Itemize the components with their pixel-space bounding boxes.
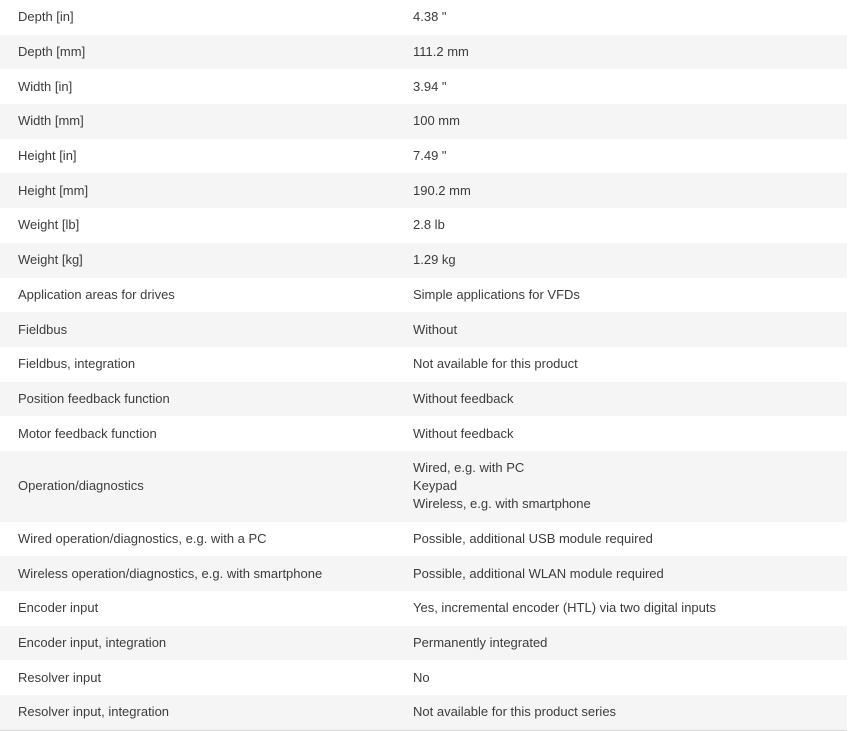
- spec-value: [413, 382, 847, 417]
- spec-value: [413, 104, 847, 139]
- spec-value-line: Not available for this product: [413, 356, 578, 372]
- spec-value: [413, 347, 847, 382]
- table-row: [0, 382, 847, 417]
- spec-value-line: Possible, additional WLAN module required: [413, 565, 664, 581]
- spec-value-line: Simple applications for VFDs: [413, 286, 580, 302]
- spec-value-line: No: [413, 669, 430, 685]
- spec-value: [413, 208, 847, 243]
- table-row: [0, 35, 847, 70]
- spec-value-line: Without feedback: [413, 425, 514, 441]
- spec-label: Fieldbus: [18, 321, 68, 337]
- table-row: [0, 104, 847, 139]
- spec-label: Encoder input, integration: [18, 635, 167, 651]
- spec-value-line: Yes, incremental encoder (HTL) via two digital inputs: [413, 600, 716, 616]
- spec-label: Resolver input: [18, 669, 102, 685]
- spec-value: [413, 522, 847, 557]
- spec-value-line: 1.29 kg: [413, 252, 456, 268]
- spec-value: [413, 173, 847, 208]
- spec-value: [413, 416, 847, 451]
- spec-label: Wired operation/diagnostics, e.g. with a PC: [18, 530, 267, 546]
- table-row: [0, 347, 847, 382]
- spec-label: Width [mm]: [18, 113, 84, 129]
- spec-value-line: Without: [413, 321, 458, 337]
- spec-value: [413, 312, 847, 347]
- spec-value: [413, 591, 847, 626]
- table-row: [0, 69, 847, 104]
- table-row: [0, 173, 847, 208]
- spec-value: [413, 35, 847, 70]
- spec-label: Motor feedback function: [18, 425, 157, 441]
- spec-label: Weight [kg]: [18, 252, 83, 268]
- spec-value: [413, 626, 847, 661]
- table-row: [0, 416, 847, 451]
- spec-value-line: 111.2 mm: [413, 44, 469, 60]
- table-row: [0, 312, 847, 347]
- spec-value-line: Keypad: [413, 478, 458, 494]
- table-row: [0, 0, 847, 35]
- table-row: [0, 695, 847, 730]
- table-row: [0, 243, 847, 278]
- spec-value: [413, 695, 847, 730]
- spec-value: [413, 139, 847, 174]
- spec-label: Height [in]: [18, 148, 77, 164]
- table-row: [0, 556, 847, 591]
- table-row: [0, 208, 847, 243]
- spec-label: Fieldbus, integration: [18, 356, 136, 372]
- spec-value-line: 100 mm: [413, 113, 460, 129]
- spec-value: [413, 451, 847, 522]
- table-row: [0, 626, 847, 661]
- spec-label: Weight [lb]: [18, 217, 80, 233]
- table-row: [0, 278, 847, 313]
- spec-value-line: Possible, additional USB module required: [413, 530, 653, 546]
- spec-label: Position feedback function: [18, 390, 170, 406]
- table-row: [0, 139, 847, 174]
- spec-value-line: Not available for this product series: [413, 704, 617, 720]
- spec-value-line: 190.2 mm: [413, 182, 471, 198]
- spec-value-line: Wired, e.g. with PC: [413, 460, 525, 476]
- spec-label: Application areas for drives: [18, 286, 175, 302]
- spec-value: [413, 0, 847, 35]
- spec-value-line: 2.8 lb: [413, 217, 445, 233]
- spec-value-line: Without feedback: [413, 390, 514, 406]
- spec-label: Depth [mm]: [18, 44, 86, 60]
- spec-label: Height [mm]: [18, 182, 89, 198]
- spec-label: Depth [in]: [18, 9, 74, 25]
- spec-value: [413, 660, 847, 695]
- spec-value: [413, 556, 847, 591]
- spec-label: Wireless operation/diagnostics, e.g. with smartphone: [18, 565, 323, 581]
- spec-value-line: Permanently integrated: [413, 635, 548, 651]
- spec-value: [413, 278, 847, 313]
- spec-value: [413, 69, 847, 104]
- table-row: [0, 522, 847, 557]
- spec-label: Resolver input, integration: [18, 704, 170, 720]
- spec-label: Operation/diagnostics: [18, 478, 144, 494]
- spec-value-line: Wireless, e.g. with smartphone: [413, 496, 591, 512]
- spec-label: Encoder input: [18, 600, 99, 616]
- spec-value-line: 7.49 ": [413, 148, 447, 164]
- spec-value-line: 3.94 ": [413, 78, 447, 94]
- table-row: [0, 591, 847, 626]
- table-row: [0, 451, 847, 522]
- spec-label: Width [in]: [18, 78, 73, 94]
- spec-value-line: 4.38 ": [413, 9, 447, 25]
- table-row: [0, 660, 847, 695]
- spec-value: [413, 243, 847, 278]
